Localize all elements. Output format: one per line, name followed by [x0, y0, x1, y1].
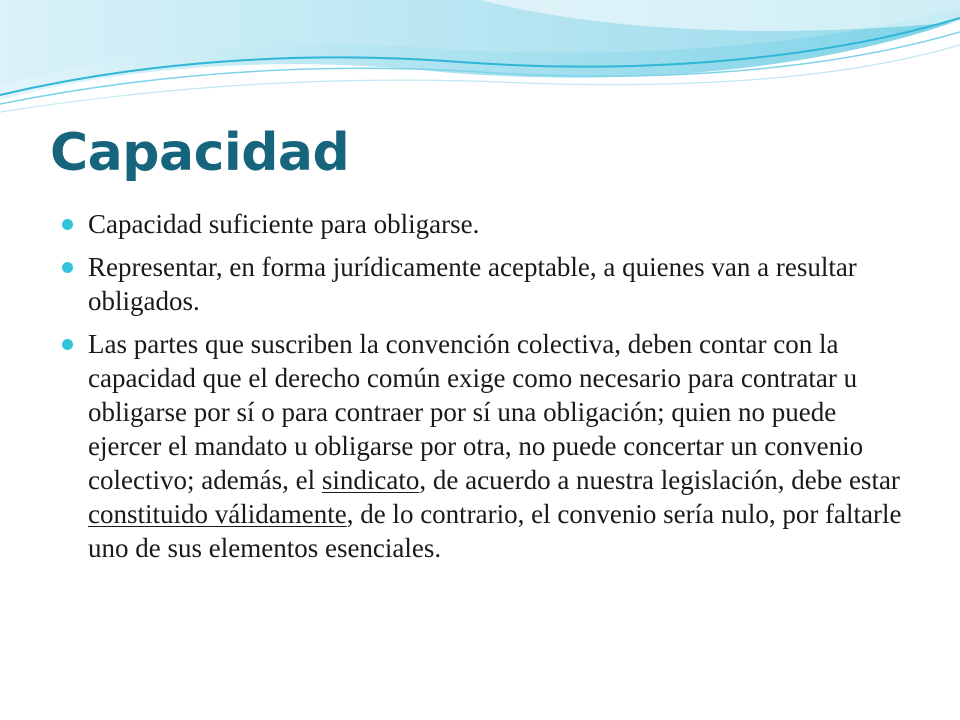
slide-title: Capacidad — [50, 123, 350, 183]
bullet-item — [62, 207, 912, 241]
bullet-text-part: , de acuerdo a nuestra legislación, debe estar — [419, 465, 900, 495]
header-wave-decoration — [0, 0, 960, 130]
sindicato-link[interactable]: sindicato — [321, 465, 420, 495]
bullet-text-part: , de lo contrario, el convenio sería nulo, por faltarle uno de sus elementos esenciales. — [88, 499, 902, 563]
bullet-dot-icon — [62, 219, 73, 230]
bullet-text: Capacidad suficiente para obligarse. — [88, 209, 480, 239]
bullet-item — [62, 327, 912, 565]
bullet-item — [62, 250, 912, 318]
bullet-dot-icon — [62, 339, 73, 350]
bullet-text: Representar, en forma jurídicamente aceptable, a quienes van a resultar obligados. — [88, 252, 857, 316]
bullet-dot-icon — [62, 262, 73, 273]
bullet-text-part: Las partes que suscriben la convención colectiva, deben contar con la capacidad que el derecho común exige como necesario para contratar u obligarse por sí o para contraer por sí una obligación; quien no puede ejercer el mandato u obligarse por otra, no puede concertar un convenio colectivo; además, el — [88, 329, 864, 495]
bullet-list — [62, 207, 912, 574]
constituido-validamente-link[interactable]: constituido válidamente — [88, 499, 347, 529]
